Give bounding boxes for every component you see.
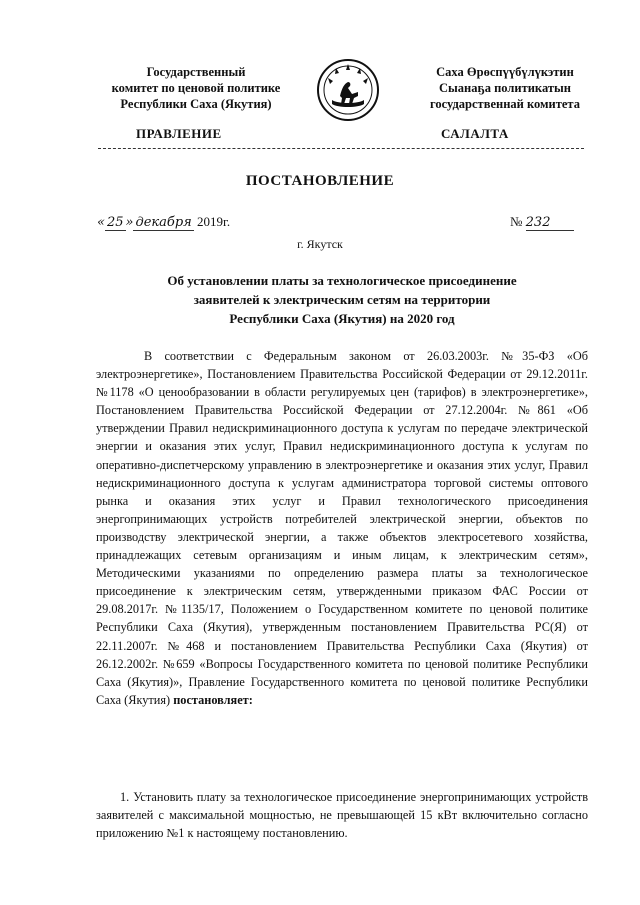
board-title-sah: САЛАЛТА (441, 126, 509, 141)
document-type-title: ПОСТАНОВЛЕНИЕ (245, 173, 395, 189)
right-header-line-2: Сыанаҕа политикатын (439, 81, 571, 95)
header-divider (98, 148, 584, 149)
date-month: декабря (135, 215, 192, 230)
left-header-line-1: Государственный (146, 65, 246, 79)
document-number (510, 214, 574, 231)
resolves-keyword: постановляет (173, 692, 249, 707)
right-header-line-3: государственнай комитета (430, 97, 580, 111)
left-header-line-3: Республики Саха (Якутия) (120, 97, 272, 111)
resolution-point-1: 1. Установить плату за технологическое присоединение энергопринимающих устройств заявителей с максимальной мощностью, не превышающей 15 кВт включительно согласно приложению №1 к настоящему постановлению. (96, 790, 588, 841)
number-prefix: № (510, 214, 523, 229)
coat-of-arms-icon (316, 58, 380, 122)
subject-line-1: Об установлении платы за технологическое присоединение (167, 273, 517, 288)
right-header-line-1: Саха Өрөспүүбүлүкэтин (436, 65, 574, 79)
date-close-quote: » (125, 215, 134, 230)
preamble-paragraph (96, 347, 588, 709)
right-header (405, 64, 605, 112)
left-header-line-2: комитет по ценовой политике (111, 81, 281, 95)
preamble-text (96, 347, 588, 709)
preamble-body: В соответствии с Федеральным законом от 26.03.2003г. №35-ФЗ «Об электроэнергетике», Постановлением Правительства Российской Федерации от 29.12.2011г. №1178 «О ценообразовании в области регулируемых цен (тарифов) в электроэнергетике», Постановлением Правительства Российской Федерации от 27.12.2004г. №861 «Об утверждении Правил недискриминационного доступа к услугам по передаче электрической энергии и оказания этих услуг, Правил недискриминационного доступа к услугам по оперативно-диспетчерскому управлению в электроэнергетике и оказания этих услуг, Правил недискриминационного доступа к услугам администратора торговой системы оптового рынка и оказания этих услуг и Правил технологического присоединения энергопринимающих устройств потребителей электрической энергии, объектов по производству электрической энергии, а также объектов электросетевого хозяйства, принадлежащих сетевым организациям и иным лицам, к электрическим сетям», Методическими указаниями по определению размера платы за технологическое присоединение к электрическим сетям, утвержденными приказом ФАС России от 29.08.2017г. №1135/17, Положением о Государственном комитете по ценовой политике Республики Саха (Якутия), утвержденным постановлением Правительства РС(Я) от 22.11.2007г. №468 и постановлением Правительства Республики Саха (Якутия) от 26.12.2002г. №659 «Вопросы Государственного комитета по ценовой политике Республики Саха (Якутия)», Правление Государственного комитета по ценовой политике Республики Саха (Якутия) (96, 349, 588, 707)
subject-line-3: Республики Саха (Якутия) на 2020 год (229, 311, 455, 326)
subject-line-2: заявителей к электрическим сетям на территории (193, 292, 491, 307)
document-subject (96, 271, 588, 328)
number-value: 232 (526, 215, 574, 231)
board-title-ru: ПРАВЛЕНИЕ (136, 126, 222, 141)
document-city: г. Якутск (297, 237, 343, 251)
date-year: 2019г. (197, 214, 231, 229)
document-date (97, 214, 230, 230)
date-open-quote: « (97, 215, 105, 230)
resolves-colon: : (248, 692, 253, 707)
left-header (96, 64, 296, 112)
date-day: 25 (106, 215, 124, 230)
